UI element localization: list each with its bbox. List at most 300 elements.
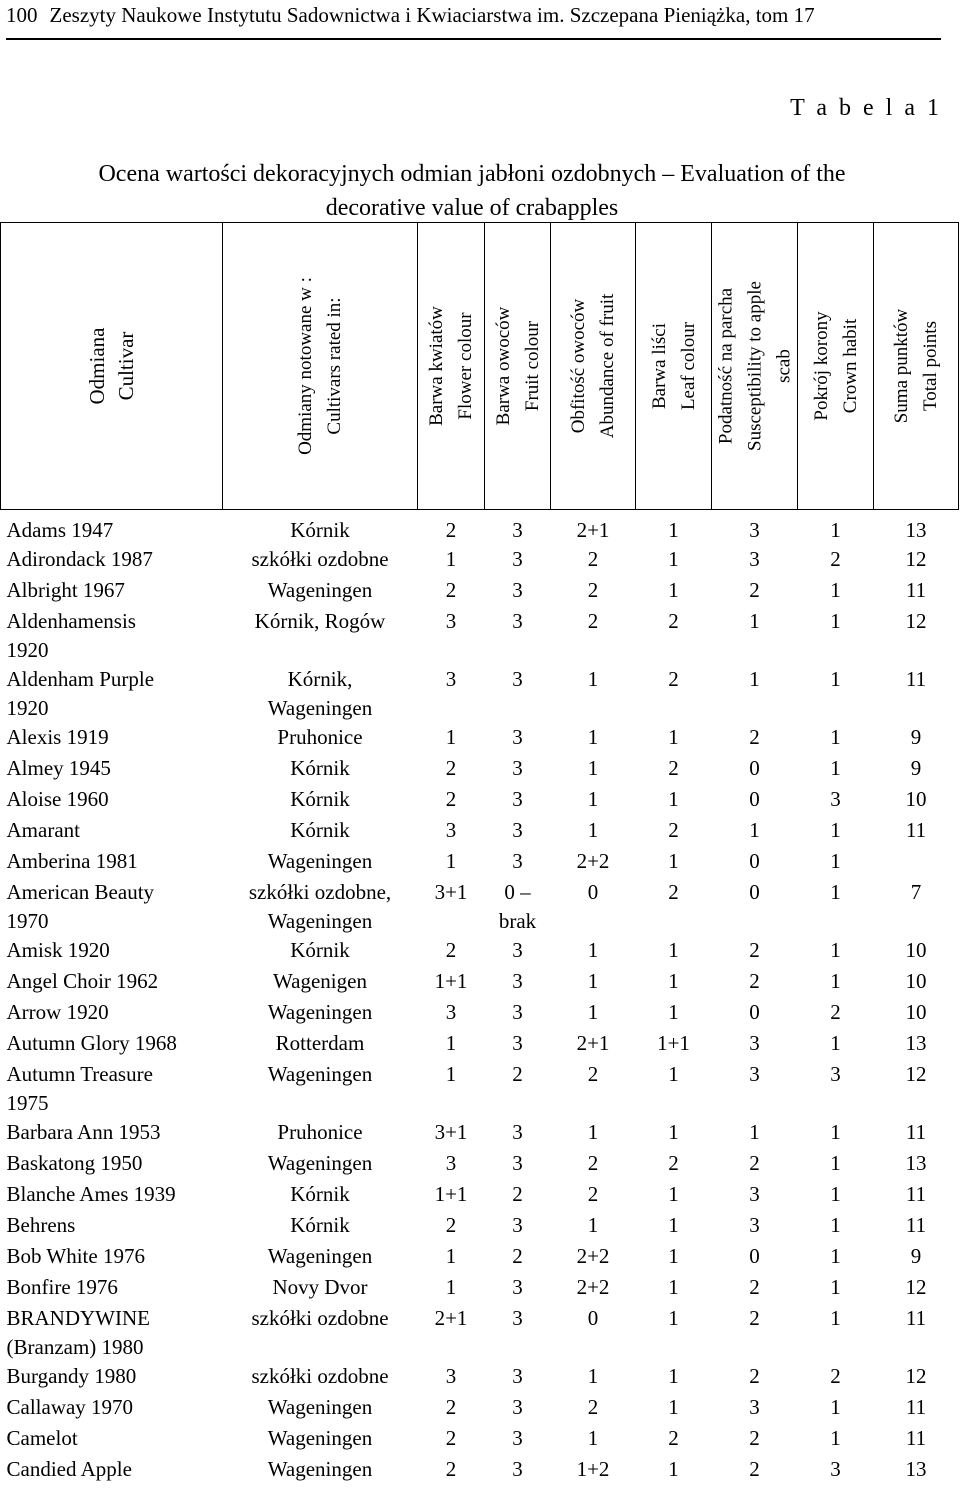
cell-line: 1	[830, 969, 841, 993]
table-row	[1, 1455, 959, 1486]
cell-line: Wageningen	[267, 909, 373, 933]
header-line: Flower colour	[455, 312, 476, 420]
header-line: Fruit colour	[521, 320, 543, 412]
table-row	[1, 607, 959, 665]
cultivar-cell	[1, 1029, 223, 1060]
cell-line: Wageningen	[267, 578, 373, 602]
flower-colour-cell	[418, 967, 485, 998]
cell-line: 2	[830, 547, 841, 571]
cell-line: 1	[668, 787, 679, 811]
cultivar-cell	[1, 967, 223, 998]
cell-line: Kórnik	[290, 787, 350, 811]
leaf-colour-cell	[636, 1029, 712, 1060]
fruit-colour-cell	[485, 878, 551, 936]
rated-in-cell	[223, 607, 418, 665]
abundance-cell	[551, 1455, 636, 1486]
cultivar-cell	[1, 576, 223, 607]
cell-line: 11	[905, 578, 927, 602]
cell-line: 2+2	[576, 1275, 610, 1299]
cell-line: 1	[830, 1275, 841, 1299]
cultivar-cell	[1, 1362, 223, 1393]
leaf-colour-cell	[636, 1304, 712, 1362]
cell-line: 1	[830, 880, 841, 904]
abundance-cell	[551, 607, 636, 665]
cell-line: szkółki ozdobne,	[248, 880, 392, 904]
flower-colour-cell	[418, 1180, 485, 1211]
cell-line: 2	[587, 547, 599, 571]
leaf-colour-cell	[636, 847, 712, 878]
cell-line: 3	[512, 938, 523, 962]
cell-line: 1	[830, 667, 841, 691]
cell-line: 11	[905, 1213, 927, 1237]
table-row	[1, 1211, 959, 1242]
crown-habit-cell	[798, 847, 874, 878]
rated-in-cell	[223, 723, 418, 754]
cell-line: Burgandy 1980	[6, 1364, 137, 1388]
scab-cell	[712, 1393, 798, 1424]
header-fruit-colour	[485, 223, 551, 510]
cell-line: 3	[830, 787, 841, 811]
leaf-colour-cell	[636, 1242, 712, 1273]
fruit-colour-cell	[485, 1455, 551, 1486]
cell-line: 11	[905, 1182, 927, 1206]
table-row	[1, 998, 959, 1029]
abundance-cell	[551, 510, 636, 546]
scab-cell	[712, 723, 798, 754]
table-row	[1, 785, 959, 816]
abundance-cell	[551, 816, 636, 847]
crown-habit-cell	[798, 665, 874, 723]
rated-in-cell	[223, 967, 418, 998]
cell-line: 0	[749, 880, 760, 904]
cell-line: 12	[905, 1275, 927, 1299]
cell-line: 1	[587, 818, 599, 842]
leaf-colour-cell	[636, 878, 712, 936]
cell-line: 3	[512, 609, 523, 633]
table-row	[1, 1180, 959, 1211]
cell-line: 1	[445, 1062, 457, 1086]
total-cell	[874, 1118, 959, 1149]
cell-line: 2	[445, 938, 457, 962]
rated-in-cell	[223, 936, 418, 967]
fruit-colour-cell	[485, 665, 551, 723]
cultivar-cell	[1, 878, 223, 936]
cell-line: 2	[668, 756, 679, 780]
header-cultivar	[1, 223, 223, 510]
table-row	[1, 723, 959, 754]
cell-line: 2	[830, 1000, 841, 1024]
abundance-cell	[551, 967, 636, 998]
flower-colour-cell	[418, 1060, 485, 1118]
table-row	[1, 1424, 959, 1455]
total-cell	[874, 1060, 959, 1118]
flower-colour-cell	[418, 1424, 485, 1455]
leaf-colour-cell	[636, 998, 712, 1029]
table-label: T a b e l a 1	[790, 95, 942, 121]
cell-line: 1	[830, 849, 841, 873]
cell-line: Kórnik	[290, 756, 350, 780]
cell-line: 3	[749, 1213, 760, 1237]
table-row	[1, 967, 959, 998]
total-cell	[874, 1455, 959, 1486]
cultivar-cell	[1, 785, 223, 816]
cell-line: 2	[830, 1364, 841, 1388]
header-line: Odmiany notowane w :	[295, 277, 316, 455]
cell-line: 3	[445, 818, 457, 842]
total-cell	[874, 1242, 959, 1273]
fruit-colour-cell	[485, 1211, 551, 1242]
cell-line: Alexis 1919	[6, 725, 109, 749]
cell-line: 1	[445, 547, 457, 571]
rated-in-cell	[223, 1273, 418, 1304]
fruit-colour-cell	[485, 1424, 551, 1455]
cultivar-cell	[1, 1273, 223, 1304]
cell-line: 1	[668, 547, 679, 571]
leaf-colour-cell	[636, 754, 712, 785]
cell-line: 1	[668, 1062, 679, 1086]
cultivar-cell	[1, 1424, 223, 1455]
cell-line: 1	[668, 938, 679, 962]
cell-line: Bob White 1976	[6, 1244, 145, 1268]
rated-in-cell	[223, 545, 418, 576]
cell-line: 1	[587, 756, 599, 780]
cell-line: Adams 1947	[6, 518, 114, 542]
cell-line: Wageningen	[267, 696, 373, 720]
crown-habit-cell	[798, 510, 874, 546]
cell-line: Kórnik	[290, 938, 350, 962]
cell-line: 1	[749, 667, 760, 691]
table-row	[1, 1029, 959, 1060]
abundance-cell	[551, 1242, 636, 1273]
cell-line: Kórnik, Rogów	[254, 609, 386, 633]
flower-colour-cell	[418, 1304, 485, 1362]
cell-line: 1+1	[434, 1182, 468, 1206]
abundance-cell	[551, 1118, 636, 1149]
cultivar-cell	[1, 847, 223, 878]
cell-line: 1	[830, 1213, 841, 1237]
abundance-cell	[551, 1424, 636, 1455]
cell-line: 9	[910, 756, 922, 780]
cell-line: Baskatong 1950	[6, 1151, 143, 1175]
crown-habit-cell	[798, 1180, 874, 1211]
leaf-colour-cell	[636, 1180, 712, 1211]
cell-line: 1+1	[434, 969, 468, 993]
scab-cell	[712, 754, 798, 785]
abundance-cell	[551, 1180, 636, 1211]
rated-in-cell	[223, 1149, 418, 1180]
crown-habit-cell	[798, 1424, 874, 1455]
total-cell	[874, 754, 959, 785]
leaf-colour-cell	[636, 785, 712, 816]
total-cell	[874, 1304, 959, 1362]
cell-line: 2	[587, 609, 599, 633]
rated-in-cell	[223, 847, 418, 878]
cell-line: 2+2	[576, 849, 610, 873]
cultivar-cell	[1, 1242, 223, 1273]
leaf-colour-cell	[636, 665, 712, 723]
abundance-cell	[551, 754, 636, 785]
cell-line: Wageningen	[267, 1457, 373, 1481]
cell-line: 1	[830, 1395, 841, 1419]
cultivar-cell	[1, 1060, 223, 1118]
cell-line: 0	[749, 787, 760, 811]
cell-line: szkółki ozdobne	[251, 547, 389, 571]
cell-line: Wageningen	[267, 1395, 373, 1419]
cell-line: 2	[445, 1426, 457, 1450]
scab-cell	[712, 1060, 798, 1118]
cell-line: 1	[587, 1426, 599, 1450]
header-text	[712, 226, 798, 506]
cell-line: 3	[512, 725, 523, 749]
cell-line: 0 –	[504, 880, 531, 904]
page-number: 100	[6, 3, 38, 27]
total-cell	[874, 576, 959, 607]
cell-line: 2	[512, 1062, 523, 1086]
cell-line: 2	[445, 578, 457, 602]
leaf-colour-cell	[636, 1362, 712, 1393]
rated-in-cell	[223, 1455, 418, 1486]
total-cell	[874, 607, 959, 665]
cell-line: 3	[512, 518, 523, 542]
cell-line: 1	[830, 725, 841, 749]
cell-line: 2	[749, 1426, 760, 1450]
cell-line: 0	[587, 1306, 599, 1330]
cell-line: 2	[749, 1275, 760, 1299]
fruit-colour-cell	[485, 545, 551, 576]
cell-line: 1	[587, 1364, 599, 1388]
cell-line: BRANDYWINE	[6, 1306, 150, 1330]
flower-colour-cell	[418, 1393, 485, 1424]
header-line: Suma punktów	[891, 308, 912, 424]
fruit-colour-cell	[485, 936, 551, 967]
rated-in-cell	[223, 1029, 418, 1060]
cell-line: 11	[905, 1306, 927, 1330]
table-row	[1, 1304, 959, 1362]
crown-habit-cell	[798, 1393, 874, 1424]
crown-habit-cell	[798, 1362, 874, 1393]
cell-line: 10	[905, 969, 927, 993]
cell-line: brak	[498, 909, 537, 933]
crown-habit-cell	[798, 1304, 874, 1362]
cell-line: 3	[749, 1395, 760, 1419]
flower-colour-cell	[418, 723, 485, 754]
cell-line: 3	[512, 1031, 523, 1055]
cell-line: 3	[512, 667, 523, 691]
cell-line: 2	[668, 1151, 679, 1175]
abundance-cell	[551, 936, 636, 967]
crown-habit-cell	[798, 1273, 874, 1304]
cell-line: Wageningen	[267, 1426, 373, 1450]
cell-line: 3	[512, 1426, 523, 1450]
cell-line: Candied Apple	[6, 1457, 132, 1481]
cultivar-cell	[1, 510, 223, 546]
cell-line: Kórnik	[290, 1213, 350, 1237]
fruit-colour-cell	[485, 1060, 551, 1118]
cell-line: Rotterdam	[275, 1031, 365, 1055]
crown-habit-cell	[798, 723, 874, 754]
header-row	[1, 223, 959, 510]
cell-line: 1	[830, 1120, 841, 1144]
rated-in-cell	[223, 1304, 418, 1362]
cell-line: Pruhonice	[277, 725, 363, 749]
header-line: Obfitość owoców	[568, 298, 589, 434]
cell-line: 2+1	[576, 1031, 610, 1055]
cell-line: 3	[512, 1213, 523, 1237]
total-cell	[874, 1393, 959, 1424]
leaf-colour-cell	[636, 1424, 712, 1455]
table-row	[1, 878, 959, 936]
fruit-colour-cell	[485, 1273, 551, 1304]
header-line: Pokrój korony	[810, 311, 832, 421]
fruit-colour-cell	[485, 785, 551, 816]
cell-line: 1	[668, 1213, 679, 1237]
cell-line: 2	[587, 1395, 599, 1419]
crown-habit-cell	[798, 998, 874, 1029]
crown-habit-cell	[798, 785, 874, 816]
header-text	[807, 226, 865, 506]
total-cell	[874, 1029, 959, 1060]
total-cell	[874, 1211, 959, 1242]
cell-line: 1	[668, 518, 679, 542]
rated-in-cell	[223, 1211, 418, 1242]
flower-colour-cell	[418, 1149, 485, 1180]
scab-cell	[712, 1304, 798, 1362]
rated-in-cell	[223, 1180, 418, 1211]
cell-line: 1+2	[576, 1457, 610, 1481]
header-scab	[712, 223, 798, 510]
rated-in-cell	[223, 785, 418, 816]
cell-line: 1+1	[657, 1031, 690, 1055]
rated-in-cell	[223, 1362, 418, 1393]
crown-habit-cell	[798, 576, 874, 607]
scab-cell	[712, 847, 798, 878]
cell-line: 1	[668, 1395, 679, 1419]
cell-line: 3	[512, 1457, 523, 1481]
cell-line: American Beauty	[6, 880, 155, 904]
abundance-cell	[551, 878, 636, 936]
leaf-colour-cell	[636, 816, 712, 847]
header-line: Abundance of fruit	[597, 293, 618, 439]
cell-line: Amarant	[6, 818, 80, 842]
cell-line: Wageningen	[267, 1244, 373, 1268]
cell-line: 0	[749, 1244, 760, 1268]
flower-colour-cell	[418, 785, 485, 816]
cell-line: 2	[668, 609, 679, 633]
fruit-colour-cell	[485, 1242, 551, 1273]
cell-line: 12	[905, 547, 927, 571]
cell-line: 3	[512, 1120, 523, 1144]
cell-line: Aloise 1960	[6, 787, 109, 811]
cell-line: 2	[749, 969, 760, 993]
cell-line: 3	[512, 547, 523, 571]
cell-line: 2	[749, 1306, 760, 1330]
cell-line: 3	[512, 1000, 523, 1024]
flower-colour-cell	[418, 998, 485, 1029]
cell-line: 9	[910, 725, 922, 749]
rated-in-cell	[223, 510, 418, 546]
cell-line: 1	[668, 1364, 679, 1388]
cell-line: 1	[830, 1306, 841, 1330]
header-leaf-colour	[636, 223, 712, 510]
flower-colour-cell	[418, 1118, 485, 1149]
cell-line: 3	[749, 1031, 760, 1055]
cultivar-cell	[1, 754, 223, 785]
scab-cell	[712, 1242, 798, 1273]
cell-line: 1920	[6, 696, 49, 720]
header-text	[564, 226, 622, 506]
fruit-colour-cell	[485, 1118, 551, 1149]
cultivar-cell	[1, 545, 223, 576]
total-cell	[874, 967, 959, 998]
cell-line: 3+1	[434, 880, 468, 904]
cell-line: 1970	[6, 909, 49, 933]
cultivar-cell	[1, 936, 223, 967]
cell-line: 2	[445, 1213, 457, 1237]
cell-line: Almey 1945	[6, 756, 111, 780]
abundance-cell	[551, 665, 636, 723]
fruit-colour-cell	[485, 607, 551, 665]
cell-line: 2	[749, 1364, 760, 1388]
cell-line: 3	[512, 787, 523, 811]
flower-colour-cell	[418, 1211, 485, 1242]
cell-line: 1	[668, 1000, 679, 1024]
header-line: Cultivar	[113, 331, 138, 401]
cell-line: 1	[830, 1426, 841, 1450]
crown-habit-cell	[798, 1455, 874, 1486]
fruit-colour-cell	[485, 998, 551, 1029]
cell-line: 3	[749, 518, 760, 542]
crown-habit-cell	[798, 878, 874, 936]
abundance-cell	[551, 1393, 636, 1424]
cell-line: 3	[512, 1306, 523, 1330]
cell-line: Blanche Ames 1939	[6, 1182, 176, 1206]
total-cell	[874, 665, 959, 723]
flower-colour-cell	[418, 1362, 485, 1393]
cell-line: 1	[445, 725, 457, 749]
cell-line: Autumn Glory 1968	[6, 1031, 177, 1055]
header-text	[887, 226, 945, 506]
header-flower-colour	[418, 223, 485, 510]
cell-line: 12	[905, 1062, 927, 1086]
total-cell	[874, 1149, 959, 1180]
cell-line: Wageningen	[267, 1151, 373, 1175]
leaf-colour-cell	[636, 1211, 712, 1242]
cell-line: 2	[587, 1182, 599, 1206]
cell-line: Kórnik	[290, 1182, 350, 1206]
leaf-colour-cell	[636, 510, 712, 546]
cell-line: Pruhonice	[277, 1120, 363, 1144]
cell-line: 1	[830, 818, 841, 842]
cultivar-cell	[1, 1393, 223, 1424]
header-crown-habit	[798, 223, 874, 510]
cell-line: Arrow 1920	[6, 1000, 109, 1024]
cell-line: 2+1	[434, 1306, 468, 1330]
cell-line: 2	[749, 1457, 760, 1481]
crabapple-table	[0, 222, 959, 1486]
cell-line: 7	[910, 880, 922, 904]
cell-line: 2+1	[576, 518, 610, 542]
leaf-colour-cell	[636, 1118, 712, 1149]
cell-line: 3	[512, 818, 523, 842]
fruit-colour-cell	[485, 1029, 551, 1060]
cell-line: 3	[512, 1364, 523, 1388]
cell-line: szkółki ozdobne	[251, 1364, 389, 1388]
cell-line: 2	[587, 578, 599, 602]
cell-line: 11	[905, 1426, 927, 1450]
header-text	[645, 226, 703, 506]
cell-line: 1	[668, 1182, 679, 1206]
cell-line: 1	[830, 1182, 841, 1206]
